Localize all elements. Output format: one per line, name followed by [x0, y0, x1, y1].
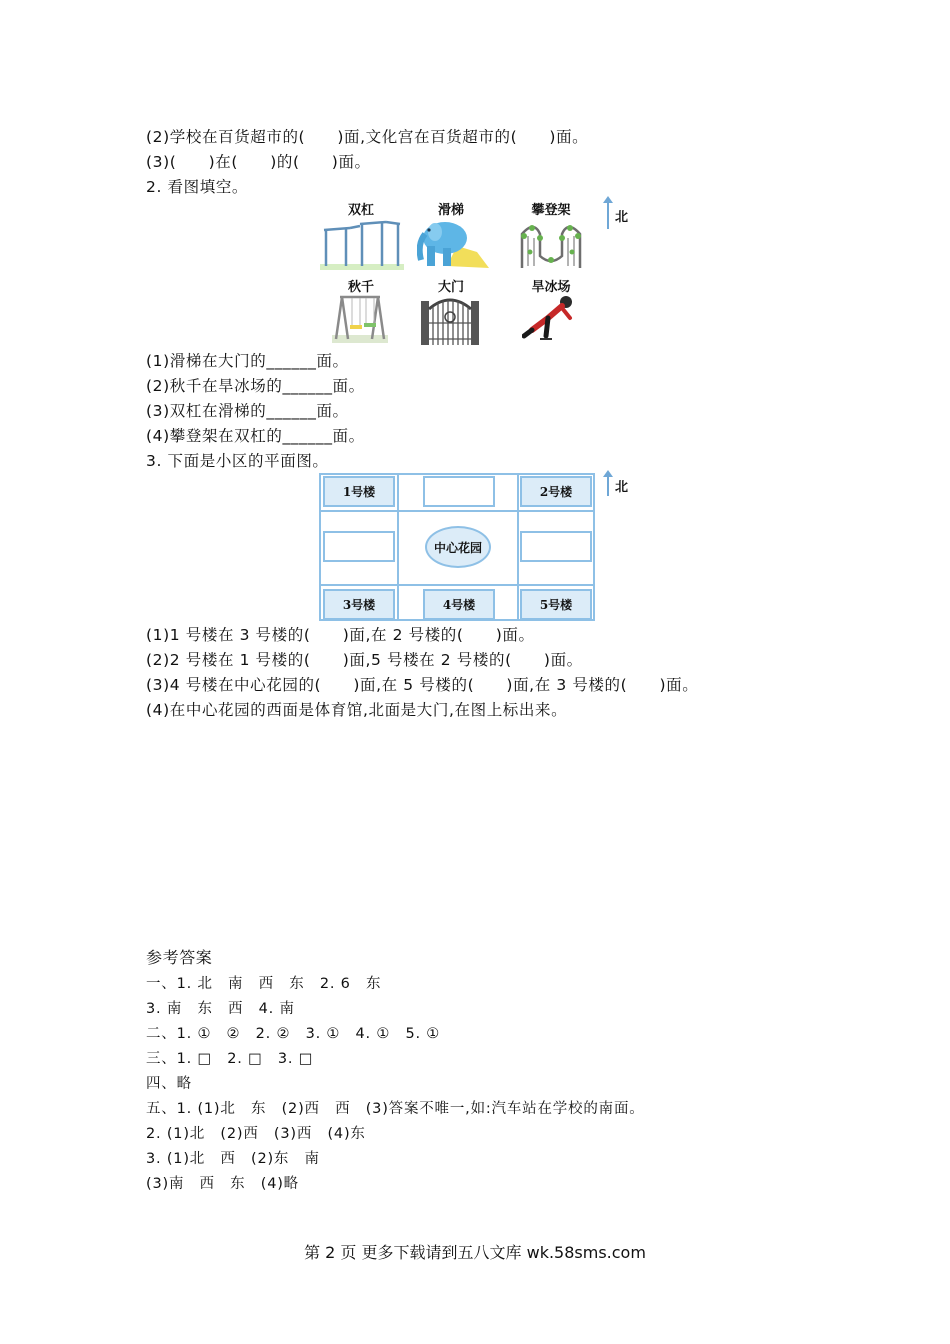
building-3: 3号楼: [323, 589, 395, 620]
answer-line-9: (3)南 西 东 (4)略: [146, 1176, 299, 1192]
question-3-4: (4)在中心花园的西面是体育馆,北面是大门,在图上标出来。: [146, 701, 568, 719]
empty-plot-west: [323, 531, 395, 562]
community-plan-map: [319, 473, 595, 621]
question-2-1: (1)滑梯在大门的______面。: [146, 352, 349, 370]
building-1: 1号楼: [323, 476, 395, 507]
road-west: [397, 475, 399, 619]
answer-line-8: 3. (1)北 西 (2)东 南: [146, 1151, 320, 1167]
building-5: 5号楼: [520, 589, 592, 620]
question-1-3: (3)( )在( )的( )面。: [146, 153, 371, 171]
answers-title: 参考答案: [146, 948, 213, 967]
label-slide: 滑梯: [437, 203, 464, 218]
answer-line-2: 3. 南 东 西 4. 南: [146, 1001, 295, 1017]
empty-plot-north: [423, 476, 495, 507]
label-parallel-bars: 双杠: [347, 203, 374, 218]
answer-line-5: 四、略: [146, 1076, 192, 1092]
central-garden: 中心花园: [425, 526, 491, 568]
answer-line-1: 一、1. 北 南 西 东 2. 6 东: [146, 976, 382, 992]
label-swing: 秋千: [347, 280, 374, 295]
question-3-1: (1)1 号楼在 3 号楼的( )面,在 2 号楼的( )面。: [146, 626, 535, 644]
north-arrow-icon: [607, 202, 609, 229]
road-east: [517, 475, 519, 619]
gate-image: [421, 293, 479, 345]
north-label: 北: [615, 210, 629, 225]
parallel-bars-image: [320, 218, 404, 270]
road-south: [321, 584, 593, 586]
slide-image: [417, 216, 491, 270]
empty-plot-east: [520, 531, 592, 562]
answer-line-3: 二、1. ① ② 2. ② 3. ① 4. ① 5. ①: [146, 1026, 441, 1042]
question-2-4: (4)攀登架在双杠的______面。: [146, 427, 365, 445]
question-3-2: (2)2 号楼在 1 号楼的( )面,5 号楼在 2 号楼的( )面。: [146, 651, 583, 669]
climbing-frame-image: [518, 216, 584, 270]
label-climbing-frame: 攀登架: [531, 203, 571, 218]
swing-image: [332, 293, 388, 343]
label-gate: 大门: [437, 280, 464, 295]
page-footer: 第 2 页 更多下载请到五八文库 wk.58sms.com: [304, 1243, 646, 1262]
answer-line-6: 五、1. (1)北 东 (2)西 西 (3)答案不唯一,如:汽车站在学校的南面。: [146, 1101, 645, 1117]
road-north: [321, 510, 593, 512]
section-2-title: 2. 看图填空。: [146, 178, 249, 196]
skater-image: [522, 294, 578, 342]
question-3-3: (3)4 号楼在中心花园的( )面,在 5 号楼的( )面,在 3 号楼的( )面。: [146, 676, 699, 694]
label-skating-rink: 旱冰场: [531, 280, 571, 295]
question-1-2: (2)学校在百货超市的( )面,文化宫在百货超市的( )面。: [146, 128, 589, 146]
question-2-2: (2)秋千在旱冰场的______面。: [146, 377, 365, 395]
building-2: 2号楼: [520, 476, 592, 507]
section-3-title: 3. 下面是小区的平面图。: [146, 452, 329, 470]
north-arrow-icon-2: [607, 476, 609, 496]
north-label-2: 北: [615, 480, 629, 495]
answer-line-7: 2. (1)北 (2)西 (3)西 (4)东: [146, 1126, 366, 1142]
building-4: 4号楼: [423, 589, 495, 620]
question-2-3: (3)双杠在滑梯的______面。: [146, 402, 349, 420]
answer-line-4: 三、1. □ 2. □ 3. □: [146, 1051, 314, 1067]
